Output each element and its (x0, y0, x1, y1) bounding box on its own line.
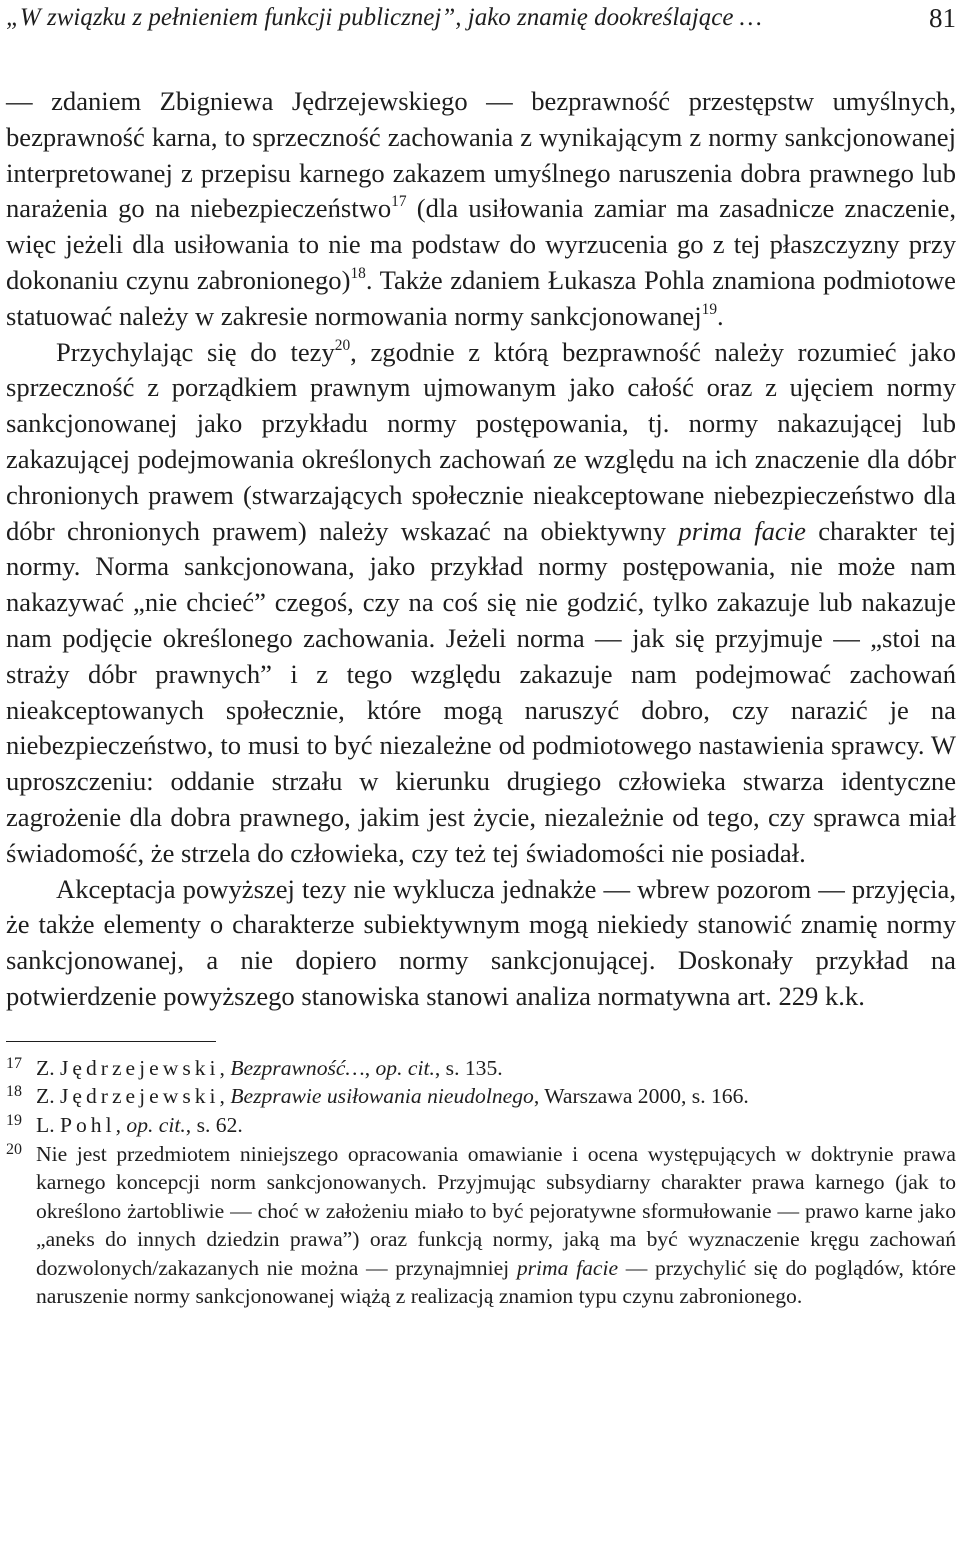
running-head (6, 0, 956, 36)
citation-rest: , Warszawa 2000, s. 166. (533, 1084, 749, 1109)
paragraph-3 (6, 872, 956, 1015)
italic-phrase: prima facie (516, 1255, 619, 1280)
text-run: Nie jest przedmiotem niniejszego opracowania omawianie i ocena występujących w doktrynie prawa karnego koncepcji norm sankcjonowanych. Przyjmując subsydiarny charakter prawa karnego (jak to określono żartobliwie — choć w założeniu miało to być pejoratywne sformułowanie — prawo karne jako „aneks do innych dziedzin prawa”) oraz funkcją normy, jaką ma być wyznaczenie kręgu zachowań dozwolonych/zakazanych nie można — przynajmniej (36, 1141, 956, 1280)
footnote-number: 18 (6, 1083, 22, 1101)
author-initial: L. (36, 1112, 60, 1137)
separator: , (219, 1055, 231, 1080)
citation-rest: , s. 62. (185, 1112, 243, 1137)
footnote-number: 19 (6, 1111, 22, 1129)
paragraph-2 (6, 335, 956, 872)
text-run: — przychylić się do poglądów, które naruszenie normy sankcjonowanej wiążą z realizacją znamion typu czynu zabronionego. (36, 1255, 956, 1309)
author-initial: Z. (36, 1084, 60, 1109)
text-run: (dla usiłowania zamiar ma zasadnicze znaczenie, więc jeżeli dla usiłowania to nie ma podstaw do wyrzucenia go z tej płaszczyzny przy dokonaniu czynu zabronionego) (6, 193, 957, 295)
separator: , (115, 1112, 127, 1137)
work-title: Bezprawność… (230, 1055, 365, 1080)
main-text (6, 84, 956, 1015)
book-page (6, 0, 956, 1311)
text-run: . (717, 300, 724, 331)
footnote-divider (6, 1041, 216, 1042)
op-cit: op. cit. (126, 1112, 186, 1137)
author-name: Jędrzejewski (60, 1055, 220, 1080)
author-name: Jędrzejewski (60, 1084, 220, 1109)
footnote-text (36, 1054, 956, 1083)
page-number: 81 (929, 3, 956, 33)
footnote-text (36, 1082, 956, 1111)
author-name: Pohl (60, 1112, 116, 1137)
text-run: charakter tej normy. Norma sankcjonowana, jako przykład normy postępowania, nie może nam nakazywać „nie chcieć” czegoś, czy na coś się nie godzić, tylko zakazuje lub nakazuje nam podjęcie określonego zachowania. Jeżeli norma — jak się przyjmuje — „stoi na straży dóbr prawnych” i z tego względu zakazuje nam podejmować zachowań nieakceptowanych społecznie, które mogą naruszyć dobro, czy narazić je na niebezpieczeństwo, to musi to być niezależne od podmiotowego nastawienia sprawcy. W uproszczeniu: oddanie strzału w kierunku drugiego człowieka stwarza identyczne zagrożenie dla dobra prawnego, jakim jest życie, niezależnie od tego, czy sprawca miał świadomość, że strzela do człowieka, czy też tej świadomości nie posiadał. (6, 515, 956, 868)
footnote-ref-18[interactable]: 18 (350, 264, 366, 282)
author-initial: Z. (36, 1055, 60, 1080)
op-cit: op. cit. (375, 1055, 435, 1080)
footnote-text (36, 1140, 956, 1312)
footnote-17 (6, 1054, 956, 1083)
text-run: Przychylając się do tezy (56, 336, 335, 367)
footnote-number: 17 (6, 1054, 22, 1072)
footnote-number: 20 (6, 1140, 22, 1158)
separator: , (219, 1084, 231, 1109)
work-title: Bezprawie usiłowania nieudolnego (230, 1084, 534, 1109)
text-run: Akceptacja powyższej tezy nie wyklucza jednakże — wbrew pozorom — przyjęcia, że także elementy o charakterze subiektywnym mogą niekiedy stanowić znamię normy sankcjonowanej, a nie dopiero normy sankcjonującej. Doskonały przykład na potwierdzenie powyższego stanowiska stanowi analiza normatywna art. 229 k.k. (6, 873, 956, 1011)
footnote-20 (6, 1140, 956, 1312)
footnotes (6, 1054, 956, 1311)
footnote-18 (6, 1082, 956, 1111)
footnote-19 (6, 1111, 956, 1140)
citation-rest: , s. 135. (434, 1055, 503, 1080)
text-run: — zdaniem Zbigniewa Jędrzejewskiego — bezprawność przestępstw umyślnych, bezprawność karna, to sprzeczność zachowania z wynikającym z normy sankcjonowanej interpretowanej z przepisu karnego zakazem umyślnego naruszenia dobra prawnego lub narażenia go na niebezpieczeństwo (6, 86, 956, 224)
footnote-ref-19[interactable]: 19 (701, 300, 718, 318)
text-run: . Także zdaniem Łukasza Pohla znamiona podmiotowe statuować należy w zakresie normowania normy sankcjonowanej (6, 264, 956, 331)
footnote-ref-20[interactable]: 20 (334, 336, 351, 354)
running-title: „W związku z pełnieniem funkcji publicznej”, jako znamię dookreślające … (6, 4, 762, 31)
footnote-ref-17[interactable]: 17 (391, 193, 407, 211)
footnote-text (36, 1111, 956, 1140)
text-run: , zgodnie z którą bezprawność należy rozumieć jako sprzeczność z porządkiem prawnym ujmowanym jako całość oraz z ujęciem normy sankcjonowanej jako przykładu normy postępowania, tj. normy nakazującej lub zakazującej podejmowania określonych zachowań ze względu na ich znaczenie dla dóbr chronionych prawem (stwarzających społecznie nieakceptowane niebezpieczeństwo dla dóbr chronionych prawem) należy wskazać na obiektywny (6, 336, 956, 546)
separator: , (364, 1055, 376, 1080)
paragraph-1 (6, 84, 956, 335)
italic-phrase: prima facie (678, 515, 806, 546)
